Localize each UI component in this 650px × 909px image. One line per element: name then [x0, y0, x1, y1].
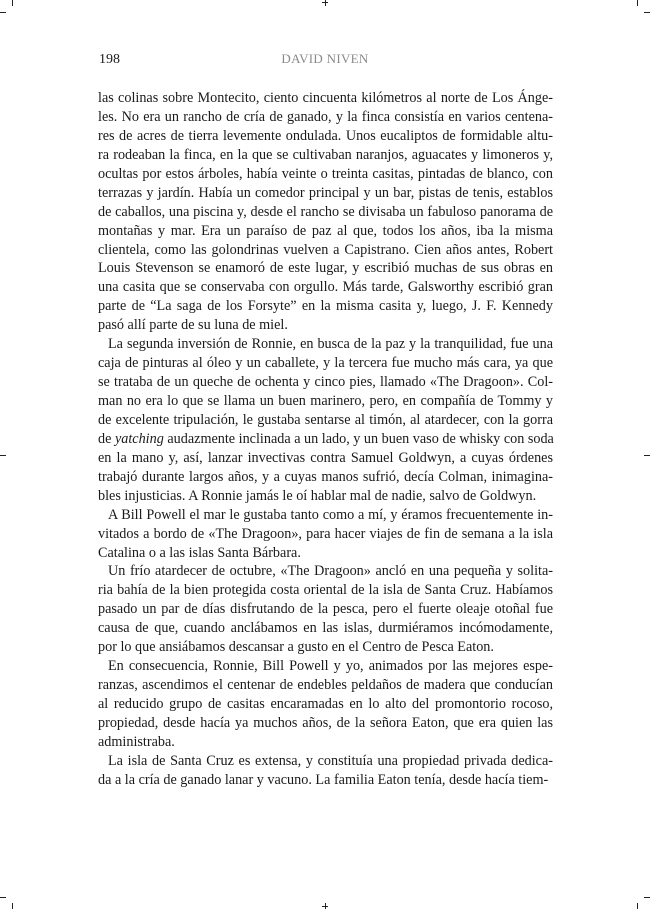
text-line: ranzas, ascendimos el centenar de endebles peldaños de madera que conducían: [98, 677, 553, 694]
text-line: una casita que se conservaba con orgullo. Más tarde, Galsworthy escribió gran: [98, 279, 553, 296]
crop-mark: [644, 12, 650, 13]
text-line: de excelente tripulación, le gustaba sentarse al timón, al atardecer, con la gorra: [98, 411, 553, 428]
text-line: en la mano y, así, lanzar invectivas contra Samuel Goldwyn, a cuyas órdenes: [98, 449, 553, 466]
text-line: A Bill Powell el mar le gustaba tanto como a mí, y éramos frecuentemente in-: [108, 506, 553, 523]
crop-mark: [637, 903, 638, 909]
text-line: se trataba de un queche de ochenta y cinco pies, llamado «The Dragoon». Col-: [98, 374, 553, 391]
crop-mark: [12, 903, 13, 909]
crop-mark: [637, 0, 638, 6]
text-line: pasado un par de días disfrutando de la pesca, pero el fuerte oleaje otoñal fue: [98, 601, 553, 618]
crop-mark: [322, 906, 328, 907]
text-line: les. No era un rancho de cría de ganado, y la finca consistía en varios centena-: [98, 108, 553, 125]
crop-mark: [0, 897, 6, 898]
text-line: La segunda inversión de Ronnie, en busca de la paz y la tranquilidad, fue una: [108, 336, 553, 353]
text-line: pasó allí parte de su luna de miel.: [98, 317, 288, 334]
crop-mark: [325, 0, 326, 6]
crop-mark: [644, 455, 650, 456]
text-line: de caballos, una piscina y, desde el rancho se divisaba un fabuloso panorama de: [98, 203, 553, 220]
text-line: trabajó durante largos años, y a cuyas manos sufrió, decía Colman, inimagina-: [98, 468, 553, 485]
crop-mark: [322, 2, 328, 3]
text-line: administraba.: [98, 733, 175, 750]
text-line: da a la cría de ganado lanar y vacuno. La familia Eaton tenía, desde hacía tiem-: [98, 771, 549, 788]
text-line: ria bahía de la bien protegida costa oriental de la isla de Santa Cruz. Habíamos: [98, 582, 553, 599]
text-line: En consecuencia, Ronnie, Bill Powell y yo, animados por las mejores espe-: [108, 658, 553, 675]
text-line: La isla de Santa Cruz es extensa, y constituía una propiedad privada dedica-: [108, 752, 553, 769]
text-line: propiedad, desde hacía ya muchos años, de la señora Eaton, que era quien las: [98, 714, 553, 731]
text-line: causa de que, cuando anclábamos en las islas, durmiéramos incómodamente,: [98, 620, 553, 637]
running-head-author: DAVID NIVEN: [281, 51, 369, 66]
text-line: ra rodeaban la finca, en la que se cultivaban naranjos, aguacates y limoneros y,: [98, 146, 553, 163]
text-line: vitados a bordo de «The Dragoon», para hacer viajes de fin de semana a la isla: [98, 525, 553, 542]
body-text: [98, 89, 553, 790]
text-line: Louis Stevenson se enamoró de este lugar, y escribió muchas de sus obras en: [98, 260, 553, 277]
page-number: 198: [99, 52, 120, 67]
text-line: las colinas sobre Montecito, ciento cincuenta kilómetros al norte de Los Ánge-: [98, 90, 553, 106]
text-line: de yatching audazmente inclinada a un lado, y un buen vaso de whisky con soda: [98, 430, 554, 447]
text-line: res de acres de tierra levemente ondulada. Unos eucaliptos de formidable altu-: [98, 127, 553, 144]
text-line: parte de “La saga de los Forsyte” en la misma casita y, luego, J. F. Kennedy: [98, 298, 553, 315]
text-line: clientela, como las golondrinas vuelven a Capistrano. Cien años antes, Robert: [98, 241, 553, 258]
text-line: Un frío atardecer de octubre, «The Dragoon» ancló en una pequeña y solita-: [108, 563, 553, 580]
text-line: Catalina o a las islas Santa Bárbara.: [98, 544, 301, 561]
text-line: montañas y mar. Era un paraíso de paz al que, todos los años, iba la misma: [98, 222, 553, 239]
crop-mark: [12, 0, 13, 6]
text-line: terrazas y jardín. Había un comedor principal y un bar, pistas de tenis, establos: [98, 184, 553, 201]
text-line: por lo que ansiábamos descansar a gusto en el Centro de Pesca Eaton.: [98, 639, 494, 656]
text-line: bles injusticias. A Ronnie jamás le oí hablar mal de nadie, salvo de Goldwyn.: [98, 487, 537, 504]
crop-mark: [0, 455, 6, 456]
text-line: caja de pinturas al óleo y un caballete, y la tercera fue mucho más cara, ya que: [98, 355, 553, 372]
text-line: al reducido grupo de casitas encaramadas en lo alto del promontorio rocoso,: [98, 696, 553, 712]
text-line: man no era lo que se llama un buen marinero, pero, en compañía de Tommy y: [98, 393, 553, 409]
crop-mark: [0, 12, 6, 13]
text-line: ocultas por estos árboles, había veinte o treinta casitas, pintadas de blanco, con: [98, 165, 553, 182]
crop-mark: [644, 897, 650, 898]
